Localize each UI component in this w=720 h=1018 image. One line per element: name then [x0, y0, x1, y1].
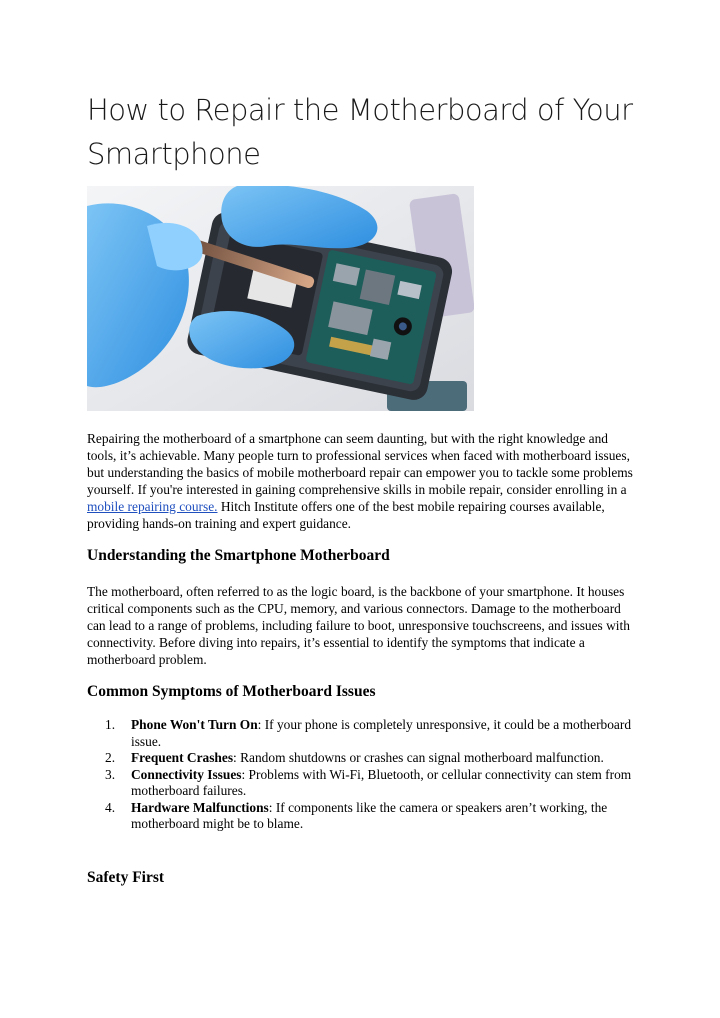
list-item-term: Phone Won't Turn On: [131, 717, 258, 732]
list-item-number: 3.: [105, 766, 116, 782]
section-heading-understanding: Understanding the Smartphone Motherboard: [87, 547, 390, 564]
list-item: [87, 750, 639, 767]
intro-text-before-link: Repairing the motherboard of a smartphone can seem daunting, but with the right knowledge and tools, it’s achievable. Many people turn to professional services when faced with motherboard issues, but understanding the basics of mobile motherboard repair can empower you to tackle some problems yourself. If you're interested in gaining comprehensive skills in mobile repair, consider enrolling in a: [87, 431, 633, 497]
symptoms-list: [87, 717, 639, 833]
list-item-description: : If components like the camera or speakers aren’t working, the motherboard might be to blame.: [131, 799, 608, 831]
list-item-description: : If your phone is completely unresponsive, it could be a motherboard issue.: [131, 717, 632, 749]
list-item-term: Frequent Crashes: [131, 750, 234, 765]
list-item: [87, 800, 639, 833]
page-title: How to Repair the Motherboard of Your Smartphone: [87, 93, 633, 171]
section-heading-symptoms: Common Symptoms of Motherboard Issues: [87, 683, 376, 700]
intro-paragraph: [87, 430, 639, 532]
list-item-description: : Random shutdowns or crashes can signal motherboard malfunction.: [233, 750, 604, 765]
understanding-paragraph: The motherboard, often referred to as the logic board, is the backbone of your smartphone. It houses critical components such as the CPU, memory, and various connectors. Damage to the motherboard can lead to a range of problems, including failure to boot, unresponsive touchscreens, and issues with connectivity. Before diving into repairs, it’s essential to identify the symptoms that indicate a motherboard problem.: [87, 584, 630, 667]
list-item: [87, 767, 639, 800]
list-item-number: 2.: [105, 750, 116, 765]
list-item-description: : Problems with Wi-Fi, Bluetooth, or cellular connectivity can stem from motherboard failures.: [131, 766, 632, 798]
list-item-term: Connectivity Issues: [131, 766, 242, 782]
hero-image: [87, 186, 474, 411]
mobile-repairing-course-link[interactable]: mobile repairing course.: [87, 499, 218, 514]
list-item-number: 4.: [105, 799, 116, 815]
list-item: [87, 717, 639, 750]
list-item-number: 1.: [105, 717, 116, 732]
list-item-term: Hardware Malfunctions: [131, 799, 269, 815]
intro-text-after-link: Hitch Institute offers one of the best mobile repairing courses available, providing hands-on training and expert guidance.: [87, 499, 605, 531]
section-heading-safety: Safety First: [87, 869, 165, 886]
